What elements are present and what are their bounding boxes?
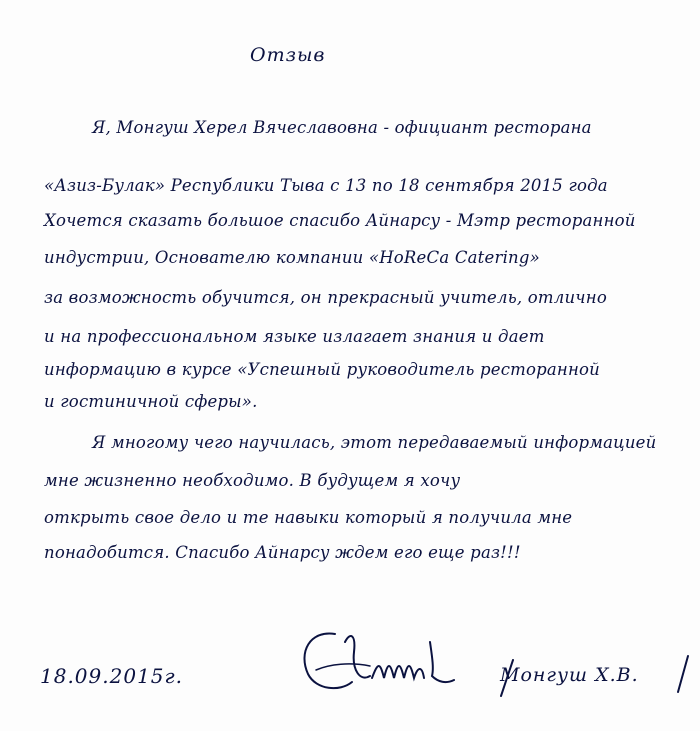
paragraph2-line-1: Я многому чего научилась, этот передаваемый информацией [92,433,657,452]
letter-date: 18.09.2015г. [40,664,183,688]
paragraph1-line-1: Я, Монгуш Херел Вячеславовна - официант ресторана [92,118,592,137]
paragraph1-line-8: и гостиничной сферы». [44,392,258,411]
letter-title: Отзыв [250,44,326,66]
paragraph1-line-4: индустрии, Основателю компании «HoReCa Catering» [44,248,540,267]
paragraph2-line-2: мне жизненно необходимо. В будущем я хочу [44,471,461,490]
paragraph1-line-3: Хочется сказать большое спасибо Айнарсу - Мэтр ресторанной [44,211,636,230]
signature-name: Монгуш Х.В. [500,664,639,686]
paragraph2-line-4: понадобится. Спасибо Айнарсу ждем его еще раз!!! [44,543,521,562]
paragraph1-line-5: за возможность обучится, он прекрасный учитель, отлично [44,288,607,307]
paragraph2-line-3: открыть свое дело и те навыки который я получила мне [44,508,573,527]
paragraph1-line-7: информацию в курсе «Успешный руководитель ресторанной [44,360,601,379]
paragraph1-line-2: «Азиз-Булак» Республики Тыва с 13 по 18 сентября 2015 года [44,176,608,195]
signature-slash-right [672,652,692,696]
handwritten-signature [290,612,475,702]
paragraph1-line-6: и на профессиональном языке излагает знания и дает [44,327,545,346]
